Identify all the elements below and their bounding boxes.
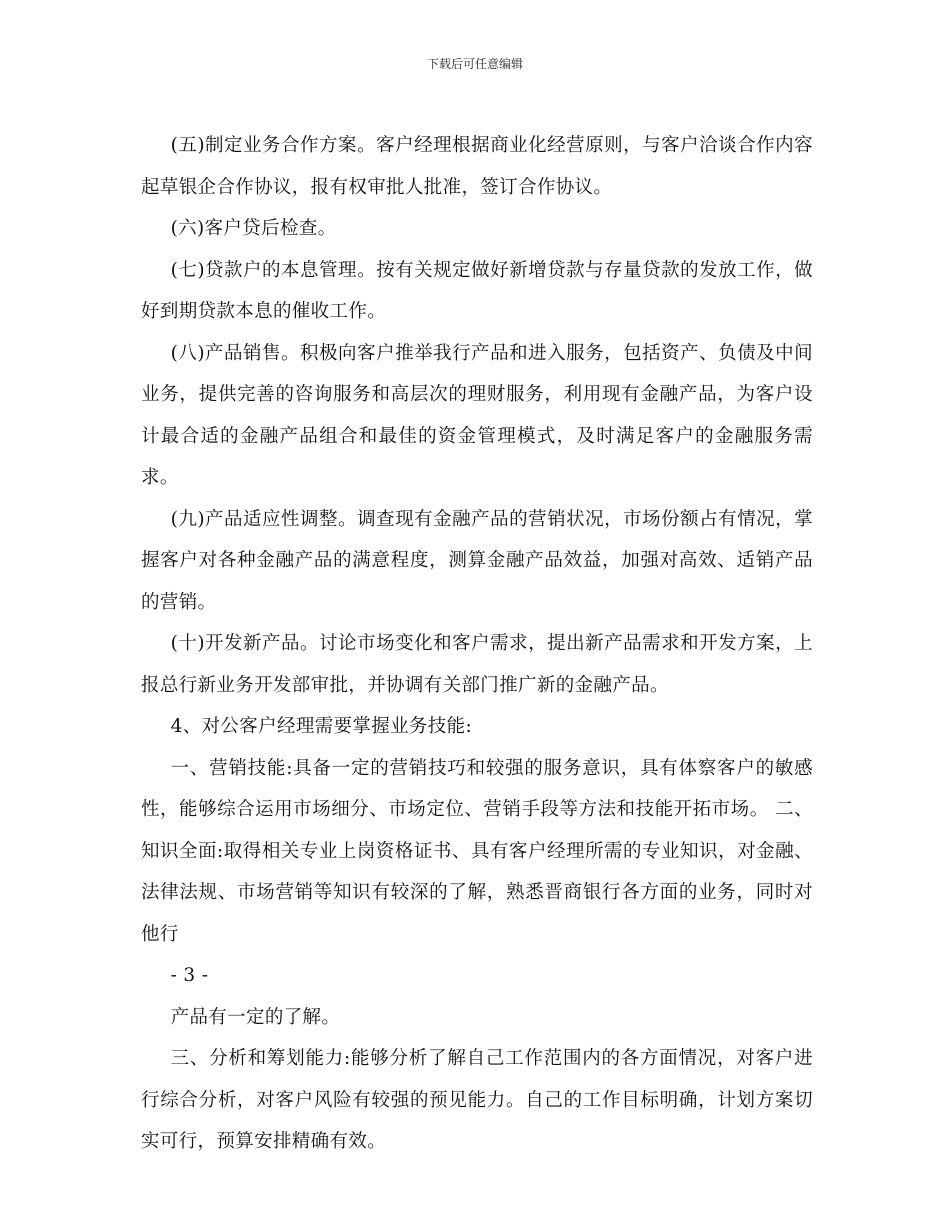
paragraph-product-sales: (八)产品销售。积极向客户推举我行产品和进入服务，包括资产、负债及中间业务，提供完善的咨询服务和高层次的理财服务，利用现有金融产品，为客户设计最合适的金融产品组合和最佳的资金管理模式，及时满足客户的金融服务需求。 xyxy=(141,342,813,488)
document-body xyxy=(141,125,813,1163)
paragraph-new-product-development: (十)开发新产品。讨论市场变化和客户需求，提出新产品需求和开发方案，上报总行新业务开发部审批，并协调有关部门推广新的金融产品。 xyxy=(141,633,813,696)
paragraph-product-adjustment: (九)产品适应性调整。调查现有金融产品的营销状况，市场份额占有情况，掌握客户对各种金融产品的满意程度，测算金融产品效益，加强对高效、适销产品的营销。 xyxy=(141,508,813,613)
paragraph-skills-heading: 4、对公客户经理需要掌握业务技能: xyxy=(170,716,473,737)
paragraph-business-cooperation-plan: (五)制定业务合作方案。客户经理根据商业化经营原则，与客户洽谈合作内容起草银企合作协议，报有权审批人批准，签订合作协议。 xyxy=(141,135,813,198)
paragraph-analysis-planning-ability: 三、分析和筹划能力:能够分析了解自己工作范围内的各方面情况，对客户进行综合分析，对客户风险有较强的预见能力。自己的工作目标明确，计划方案切实可行，预算安排精确有效。 xyxy=(141,1048,813,1152)
paragraph-post-loan-inspection: (六)客户贷后检查。 xyxy=(170,218,337,239)
paragraph-loan-interest-management: (七)贷款户的本息管理。按有关规定做好新增贷款与存量贷款的发放工作，做好到期贷款本息的催收工作。 xyxy=(141,259,813,322)
page-header: 下载后可任意编辑 xyxy=(426,57,523,71)
paragraph-product-understanding: 产品有一定的了解。 xyxy=(170,1006,341,1028)
page-number: - 3 - xyxy=(170,965,209,986)
paragraph-marketing-and-knowledge-skills: 一、营销技能:具备一定的营销技巧和较强的服务意识，具有体察客户的敏感性，能够综合运用市场细分、市场定位、营销手段等方法和技能开拓市场。 二、知识全面:取得相关专业上岗资格证书、具有客户经理所需的专业知识，对金融、法律法规、市场营销等知识有较深的了解，熟悉晋商银行各方面的业务，同时对他行 xyxy=(141,757,813,945)
